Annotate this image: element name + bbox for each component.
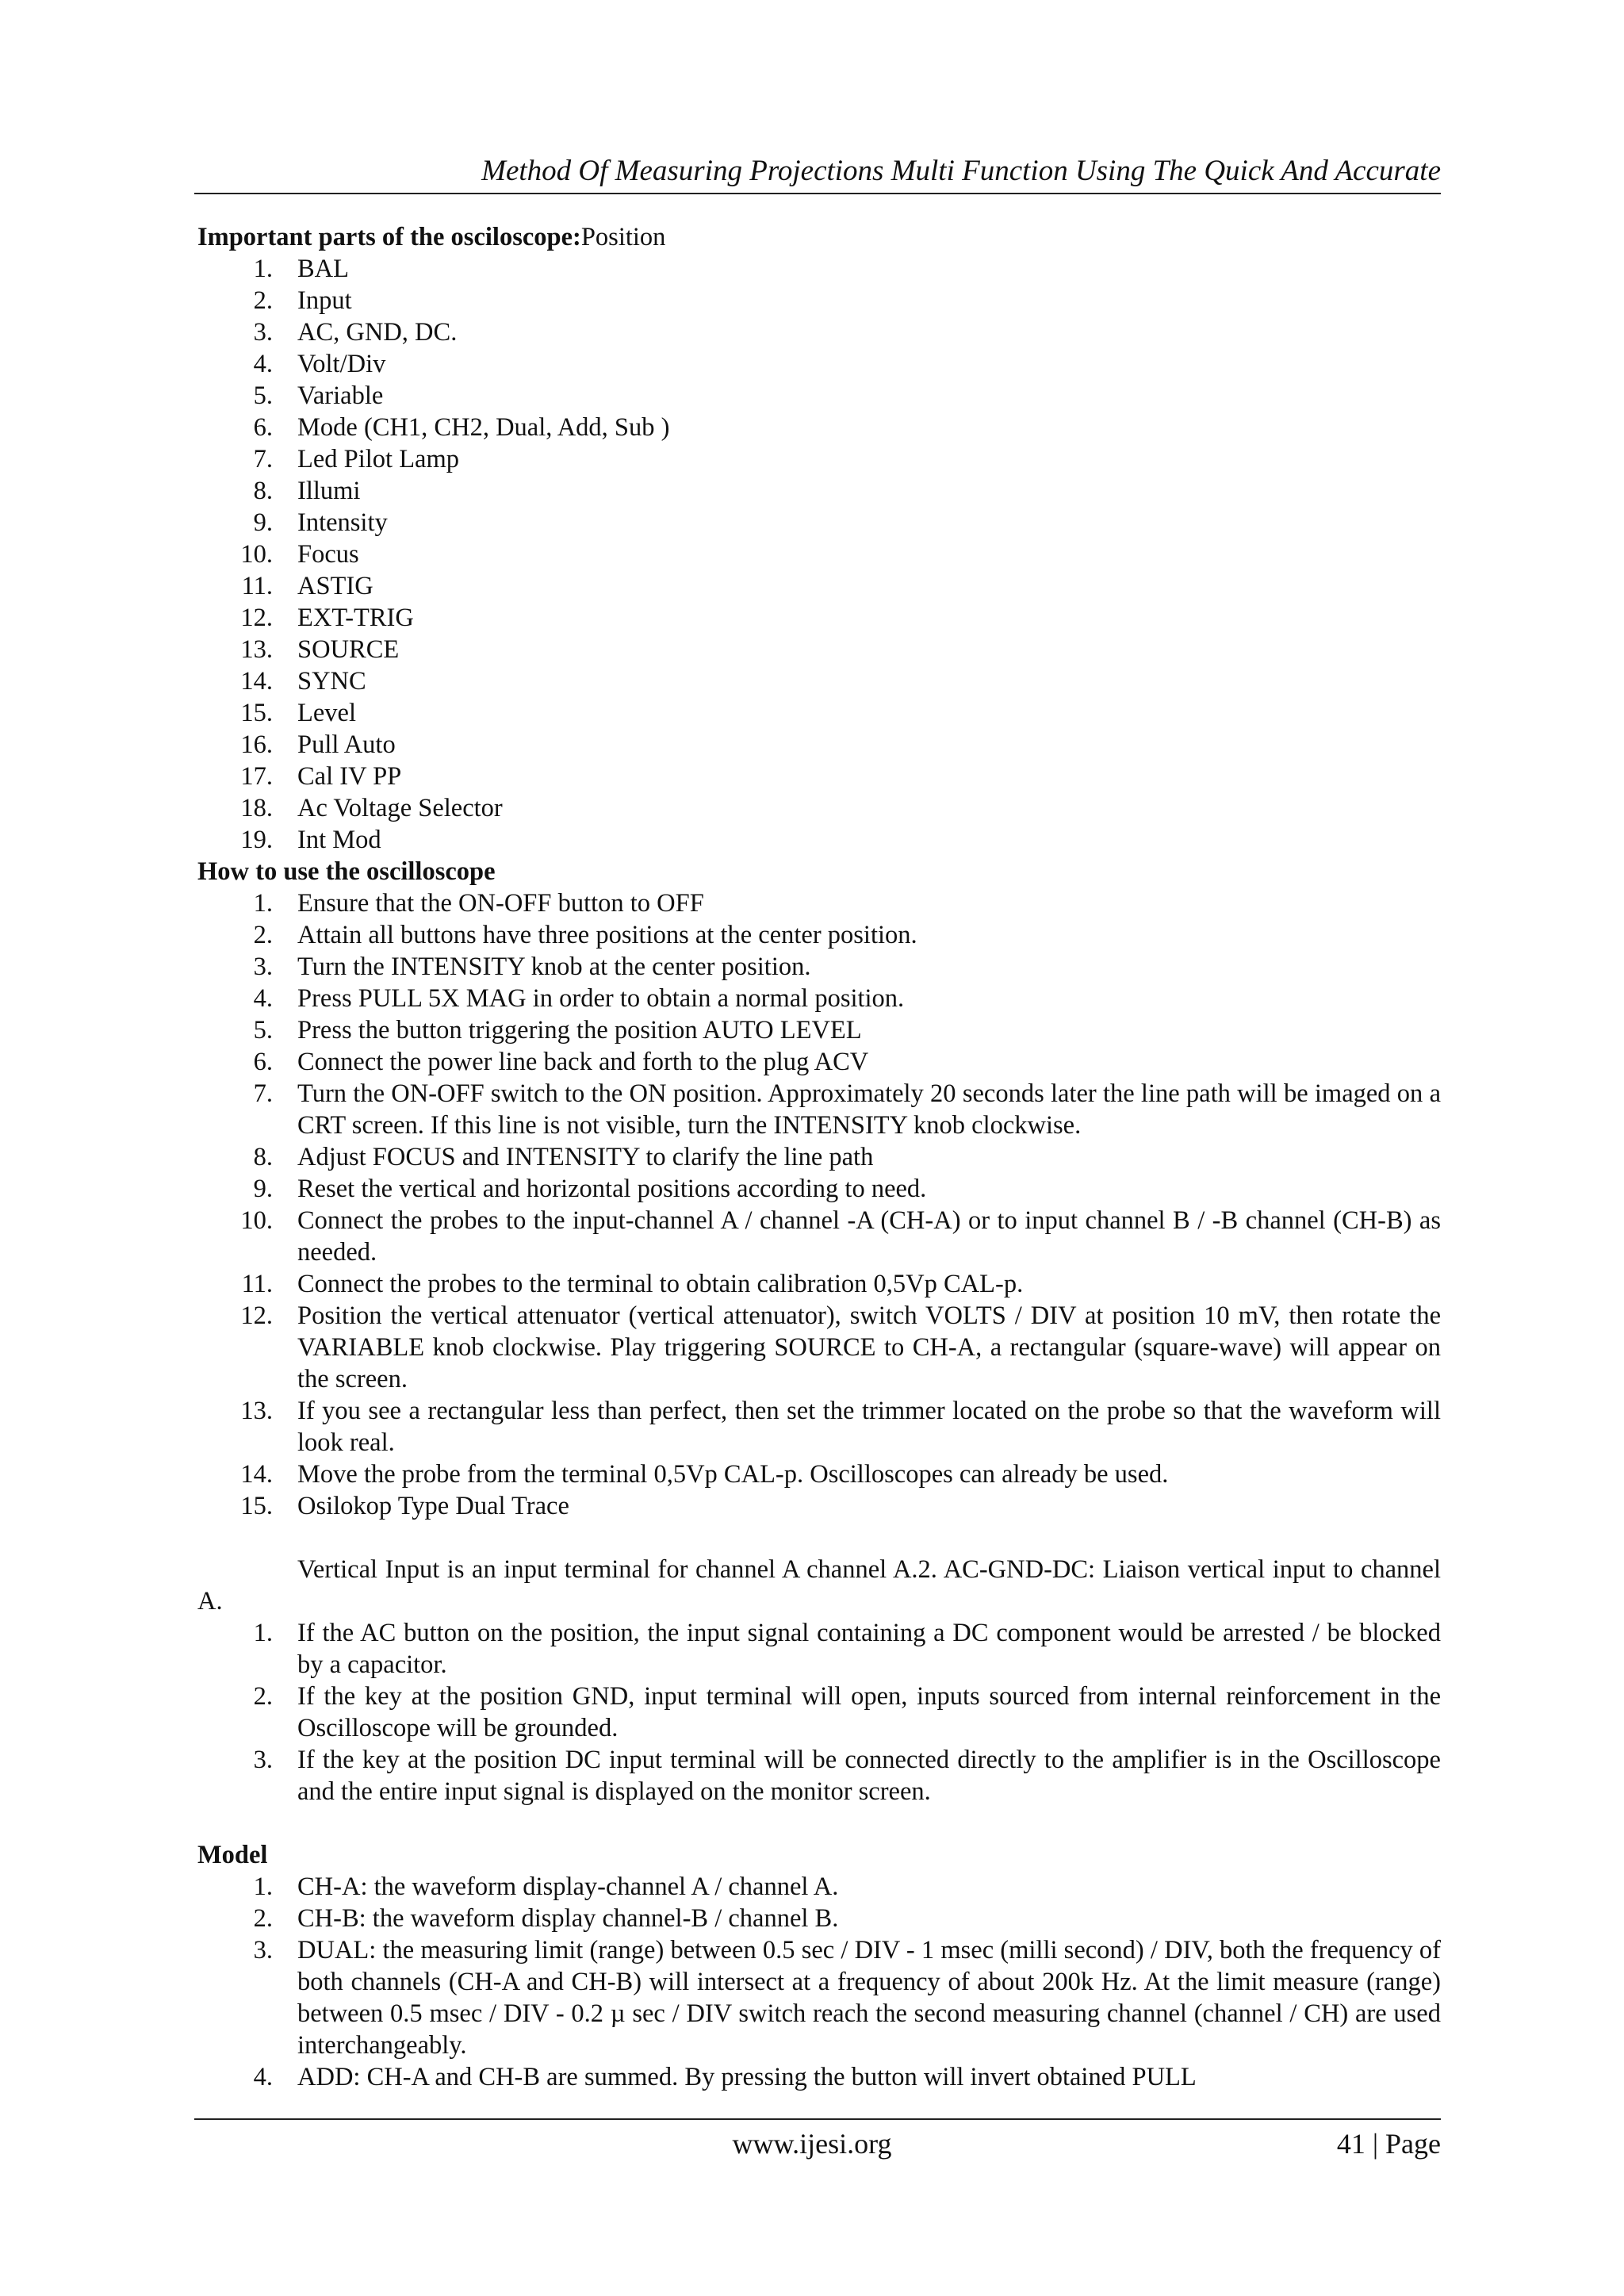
parts-list bbox=[197, 253, 1441, 856]
item-text: Input bbox=[297, 286, 352, 315]
list-item bbox=[197, 1681, 1441, 1744]
item-number: 3. bbox=[253, 318, 273, 347]
item-text: Variable bbox=[297, 381, 384, 410]
list-item bbox=[197, 824, 1441, 856]
list-item bbox=[197, 475, 1441, 507]
list-item bbox=[197, 539, 1441, 570]
parts-heading bbox=[197, 221, 1441, 253]
list-item bbox=[197, 1395, 1441, 1458]
spacer bbox=[197, 1522, 1441, 1554]
item-number: 1. bbox=[253, 889, 273, 918]
footer-website: www.ijesi.org bbox=[732, 2128, 892, 2160]
item-text: Mode (CH1, CH2, Dual, Add, Sub ) bbox=[297, 413, 670, 442]
list-item bbox=[197, 919, 1441, 951]
list-item bbox=[197, 1205, 1441, 1268]
item-number: 11. bbox=[241, 572, 273, 600]
list-item bbox=[197, 1458, 1441, 1490]
item-number: 10. bbox=[240, 1206, 273, 1235]
list-item bbox=[197, 507, 1441, 539]
item-number: 18. bbox=[240, 794, 273, 822]
item-number: 15. bbox=[240, 1492, 273, 1520]
usage-heading bbox=[197, 856, 1441, 887]
footer-page-number: 41 | Page bbox=[1336, 2128, 1441, 2160]
item-number: 13. bbox=[240, 635, 273, 664]
running-header: Method Of Measuring Projections Multi Function Using The Quick And Accurate bbox=[481, 155, 1441, 187]
item-text: Level bbox=[297, 699, 356, 727]
item-number: 11. bbox=[241, 1270, 273, 1298]
item-text: Focus bbox=[297, 540, 359, 569]
item-number: 3. bbox=[253, 1936, 273, 1964]
item-text: Illumi bbox=[297, 477, 361, 505]
item-text: Move the probe from the terminal 0,5Vp CAL-p. Oscilloscopes can already be used. bbox=[297, 1460, 1169, 1489]
item-text: Turn the INTENSITY knob at the center position. bbox=[297, 953, 811, 981]
list-item bbox=[197, 1078, 1441, 1141]
list-item bbox=[197, 792, 1441, 824]
item-number: 14. bbox=[240, 667, 273, 696]
item-text: Intensity bbox=[297, 508, 388, 537]
item-text: Int Mod bbox=[297, 826, 381, 854]
item-text: Ensure that the ON-OFF button to OFF bbox=[297, 889, 704, 918]
list-item bbox=[197, 697, 1441, 729]
list-item bbox=[197, 253, 1441, 285]
parts-heading-bold: Important parts of the osciloscope: bbox=[197, 223, 581, 251]
item-text: Volt/Div bbox=[297, 350, 386, 378]
item-text: If the AC button on the position, the input signal containing a DC component would be arrested / be blocked by a capacitor. bbox=[297, 1619, 1441, 1679]
item-number: 3. bbox=[253, 1746, 273, 1774]
list-item bbox=[197, 1173, 1441, 1205]
list-item bbox=[197, 285, 1441, 316]
list-item bbox=[197, 443, 1441, 475]
list-item bbox=[197, 316, 1441, 348]
page-content bbox=[197, 221, 1441, 2093]
item-text: Connect the probes to the terminal to obtain calibration 0,5Vp CAL-p. bbox=[297, 1270, 1024, 1298]
item-number: 17. bbox=[240, 762, 273, 791]
item-text: Position the vertical attenuator (vertical attenuator), switch VOLTS / DIV at position 10 mV, then rotate the VARIABLE knob clockwise. Play triggering SOURCE to CH-A, a rectangular (square-wave) will appear on the screen. bbox=[297, 1301, 1441, 1393]
item-text: Press PULL 5X MAG in order to obtain a normal position. bbox=[297, 984, 905, 1013]
list-item bbox=[197, 348, 1441, 380]
usage-heading-text: How to use the oscilloscope bbox=[197, 857, 496, 886]
item-number: 2. bbox=[253, 286, 273, 315]
list-item bbox=[197, 1744, 1441, 1807]
item-number: 2. bbox=[253, 1682, 273, 1711]
model-heading-text: Model bbox=[197, 1841, 268, 1869]
item-number: 6. bbox=[253, 413, 273, 442]
spacer bbox=[197, 1807, 1441, 1839]
item-number: 1. bbox=[253, 1619, 273, 1647]
list-item bbox=[197, 761, 1441, 792]
item-text: SYNC bbox=[297, 667, 366, 696]
list-item bbox=[197, 1617, 1441, 1681]
item-number: 10. bbox=[240, 540, 273, 569]
list-item bbox=[197, 1871, 1441, 1903]
item-text: AC, GND, DC. bbox=[297, 318, 458, 347]
item-text: Adjust FOCUS and INTENSITY to clarify the line path bbox=[297, 1143, 874, 1171]
item-text: Connect the power line back and forth to the plug ACV bbox=[297, 1048, 869, 1076]
list-item bbox=[197, 951, 1441, 983]
item-text: CH-A: the waveform display-channel A / channel A. bbox=[297, 1872, 839, 1901]
item-number: 5. bbox=[253, 381, 273, 410]
list-item bbox=[197, 2061, 1441, 2093]
item-text: Cal IV PP bbox=[297, 762, 402, 791]
item-text: If you see a rectangular less than perfect, then set the trimmer located on the probe so that the waveform will look real. bbox=[297, 1397, 1441, 1457]
list-item bbox=[197, 634, 1441, 665]
list-item bbox=[197, 665, 1441, 697]
item-text: ASTIG bbox=[297, 572, 373, 600]
list-item bbox=[197, 1934, 1441, 2061]
item-number: 9. bbox=[253, 1175, 273, 1203]
item-text: ADD: CH-A and CH-B are summed. By pressing the button will invert obtained PULL bbox=[297, 2063, 1197, 2091]
item-number: 7. bbox=[253, 1079, 273, 1108]
item-text: Reset the vertical and horizontal positions according to need. bbox=[297, 1175, 927, 1203]
list-item bbox=[197, 1300, 1441, 1395]
list-item bbox=[197, 887, 1441, 919]
item-number: 12. bbox=[240, 1301, 273, 1330]
vertical-input-list bbox=[197, 1617, 1441, 1807]
parts-heading-rest: Position bbox=[580, 223, 666, 251]
list-item bbox=[197, 1268, 1441, 1300]
item-text: Ac Voltage Selector bbox=[297, 794, 503, 822]
usage-list bbox=[197, 887, 1441, 1522]
list-item bbox=[197, 1490, 1441, 1522]
item-text: Osilokop Type Dual Trace bbox=[297, 1492, 569, 1520]
item-number: 15. bbox=[240, 699, 273, 727]
item-number: 14. bbox=[240, 1460, 273, 1489]
item-number: 3. bbox=[253, 953, 273, 981]
item-number: 1. bbox=[253, 255, 273, 283]
item-number: 4. bbox=[253, 984, 273, 1013]
list-item bbox=[197, 1014, 1441, 1046]
model-list bbox=[197, 1871, 1441, 2093]
list-item bbox=[197, 412, 1441, 443]
item-number: 5. bbox=[253, 1016, 273, 1045]
item-text: Pull Auto bbox=[297, 730, 396, 759]
item-text: DUAL: the measuring limit (range) between 0.5 sec / DIV - 1 msec (milli second) / DIV, both the frequency of both channels (CH-A and CH-B) will intersect at a frequency of about 200k Hz. At the limit measure (range) between 0.5 msec / DIV - 0.2 µ sec / DIV switch reach the second measuring channel (channel / CH) are used interchangeably. bbox=[297, 1936, 1441, 2060]
list-item bbox=[197, 729, 1441, 761]
list-item bbox=[197, 1141, 1441, 1173]
header-rule bbox=[194, 193, 1441, 194]
list-item bbox=[197, 380, 1441, 412]
item-number: 19. bbox=[240, 826, 273, 854]
item-number: 13. bbox=[240, 1397, 273, 1425]
item-text: SOURCE bbox=[297, 635, 400, 664]
list-item bbox=[197, 1046, 1441, 1078]
list-item bbox=[197, 570, 1441, 602]
item-number: 12. bbox=[240, 604, 273, 632]
item-number: 2. bbox=[253, 921, 273, 949]
list-item bbox=[197, 602, 1441, 634]
item-text: Press the button triggering the position AUTO LEVEL bbox=[297, 1016, 862, 1045]
list-item bbox=[197, 1903, 1441, 1934]
item-text: EXT-TRIG bbox=[297, 604, 414, 632]
item-text: Led Pilot Lamp bbox=[297, 445, 459, 473]
item-number: 1. bbox=[253, 1872, 273, 1901]
item-number: 16. bbox=[240, 730, 273, 759]
item-text: If the key at the position DC input terminal will be connected directly to the amplifier is in the Oscilloscope and the entire input signal is displayed on the monitor screen. bbox=[297, 1746, 1441, 1806]
item-number: 6. bbox=[253, 1048, 273, 1076]
item-text: CH-B: the waveform display channel-B / channel B. bbox=[297, 1904, 839, 1933]
item-number: 7. bbox=[253, 445, 273, 473]
item-number: 8. bbox=[253, 1143, 273, 1171]
item-text: Turn the ON-OFF switch to the ON position. Approximately 20 seconds later the line path will be imaged on a CRT screen. If this line is not visible, turn the INTENSITY knob clockwise. bbox=[297, 1079, 1441, 1140]
list-item bbox=[197, 983, 1441, 1014]
item-text: BAL bbox=[297, 255, 349, 283]
item-text: If the key at the position GND, input terminal will open, inputs sourced from internal reinforcement in the Oscilloscope will be grounded. bbox=[297, 1682, 1441, 1742]
model-heading bbox=[197, 1839, 1441, 1871]
item-number: 8. bbox=[253, 477, 273, 505]
item-number: 2. bbox=[253, 1904, 273, 1933]
item-number: 4. bbox=[253, 2063, 273, 2091]
item-number: 9. bbox=[253, 508, 273, 537]
vertical-input-paragraph: Vertical Input is an input terminal for channel A channel A.2. AC-GND-DC: Liaison vertical input to channel A. bbox=[197, 1555, 1441, 1616]
item-text: Attain all buttons have three positions at the center position. bbox=[297, 921, 917, 949]
item-text: Connect the probes to the input-channel A / channel -A (CH-A) or to input channel B / -B channel (CH-B) as needed. bbox=[297, 1206, 1441, 1267]
footer-rule bbox=[194, 2118, 1441, 2120]
item-number: 4. bbox=[253, 350, 273, 378]
